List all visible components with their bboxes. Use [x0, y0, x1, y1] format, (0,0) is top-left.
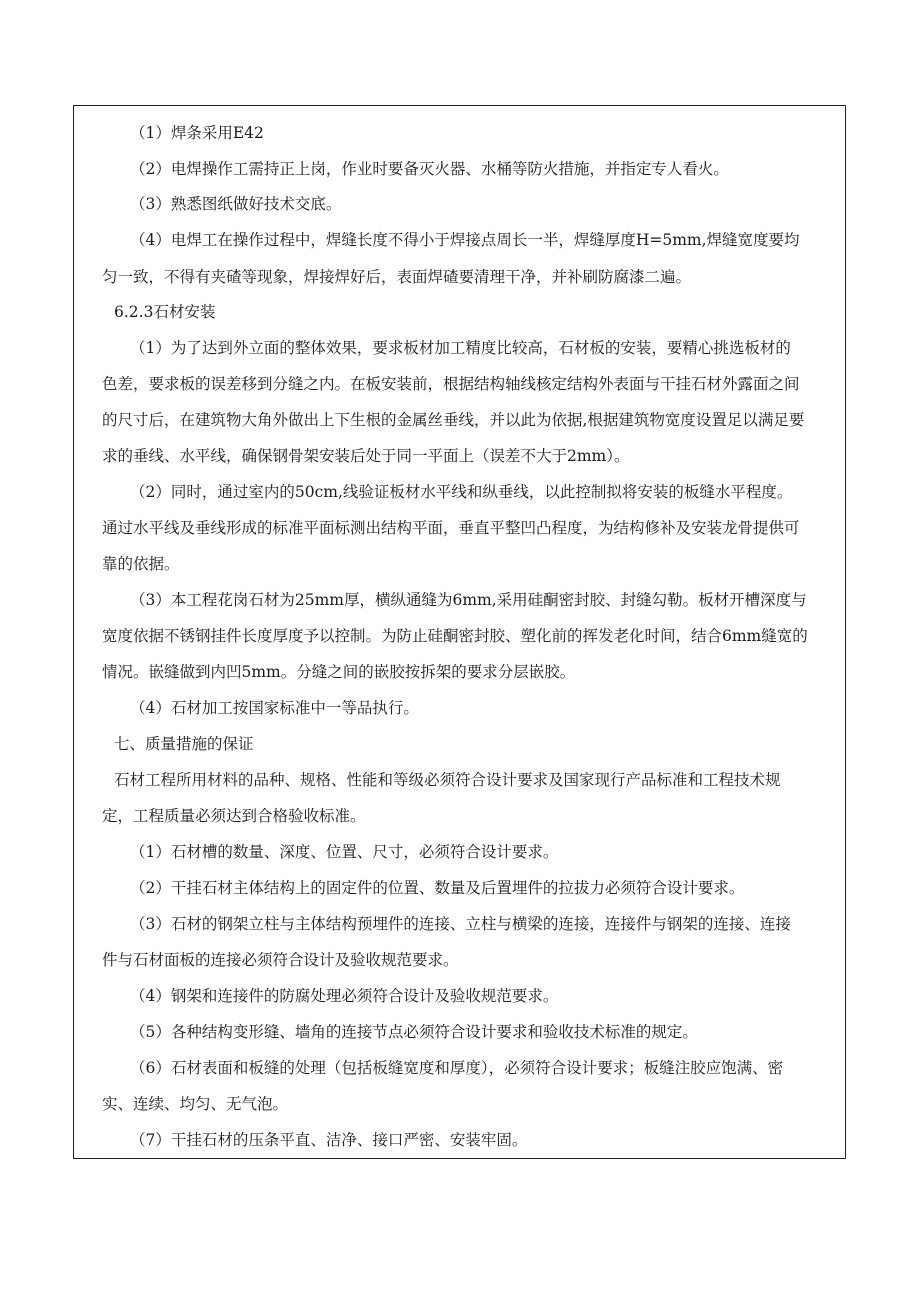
paragraph-line: 的尺寸后，在建筑物大角外做出上下生根的金属丝垂线，并以此为依据,根据建筑物宽度设置足以满足要: [102, 411, 805, 429]
paragraph-line: （3）熟悉图纸做好技术交底。: [130, 195, 342, 213]
paragraph-line: （2）干挂石材主体结构上的固定件的位置、数量及后置埋件的拉拔力必须符合设计要求。: [130, 879, 745, 897]
document-frame: [73, 105, 846, 1159]
paragraph-line: （7）干挂石材的压条平直、洁净、接口严密、安装牢固。: [130, 1131, 528, 1149]
paragraph-line: （3）本工程花岗石材为25mm厚，横纵通缝为6mm,采用硅酮密封胶、封缝勾勒。板材开槽深度与: [130, 591, 807, 609]
paragraph-line: 靠的依据。: [102, 555, 180, 573]
paragraph-line: 通过水平线及垂线形成的标准平面标测出结构平面，垂直平整凹凸程度，为结构修补及安装龙骨提供可: [102, 519, 800, 537]
paragraph-line: （4）电焊工在操作过程中，焊缝长度不得小于焊接点周长一半，焊缝厚度H=5mm,焊缝宽度要均: [130, 231, 800, 249]
paragraph-line: 色差，要求板的误差移到分缝之内。在板安装前，根据结构轴线核定结构外表面与干挂石材外露面之间: [102, 375, 800, 393]
paragraph-line: 实、连续、均匀、无气泡。: [102, 1095, 289, 1113]
paragraph-line: （2）同时，通过室内的50cm,线验证板材水平线和纵垂线，以此控制拟将安装的板缝水平程度。: [130, 483, 793, 501]
paragraph-line: （1）为了达到外立面的整体效果，要求板材加工精度比较高，石材板的安装，要精心挑选板材的: [130, 339, 791, 357]
paragraph-line: （1）焊条采用E42: [130, 124, 264, 142]
section-heading: 七、质量措施的保证: [114, 735, 254, 753]
paragraph-line: 匀一致，不得有夹碴等现象，焊接焊好后，表面焊碴要清理干净，并补刷防腐漆二遍。: [102, 268, 692, 286]
paragraph-line: （1）石材槽的数量、深度、位置、尺寸，必须符合设计要求。: [130, 843, 559, 861]
paragraph-line: 情况。嵌缝做到内凹5mm。分缝之间的嵌胶按拆架的要求分层嵌胶。: [102, 663, 576, 681]
section-heading: 6.2.3石材安装: [114, 303, 216, 321]
paragraph-line: 宽度依据不锈钢挂件长度厚度予以控制。为防止硅酮密封胶、塑化前的挥发老化时间，结合6mm缝宽的: [102, 627, 808, 645]
paragraph-line: 求的垂线、水平线，确保钢骨架安装后处于同一平面上（误差不大于2mm）。: [102, 447, 630, 465]
paragraph-line: （6）石材表面和板缝的处理（包括板缝宽度和厚度），必须符合设计要求；板缝注胶应饱满、密: [130, 1059, 784, 1077]
paragraph-line: （4）钢架和连接件的防腐处理必须符合设计及验收规范要求。: [130, 987, 559, 1005]
paragraph-line: （2）电焊操作工需持正上岗，作业时要备灭火器、水桶等防火措施，并指定专人看火。: [130, 160, 729, 178]
paragraph-line: （5）各种结构变形缝、墙角的连接节点必须符合设计要求和验收技术标准的规定。: [130, 1023, 698, 1041]
paragraph-line: （4）石材加工按国家标准中一等品执行。: [130, 699, 419, 717]
paragraph-line: 定，工程质量必须达到合格验收标准。: [102, 807, 366, 825]
paragraph-line: 件与石材面板的连接必须符合设计及验收规范要求。: [102, 951, 459, 969]
paragraph-line: 石材工程所用材料的品种、规格、性能和等级必须符合设计要求及国家现行产品标准和工程技术规: [114, 771, 781, 789]
paragraph-line: （3）石材的钢架立柱与主体结构预埋件的连接、立柱与横梁的连接，连接件与钢架的连接、连接: [130, 915, 791, 933]
